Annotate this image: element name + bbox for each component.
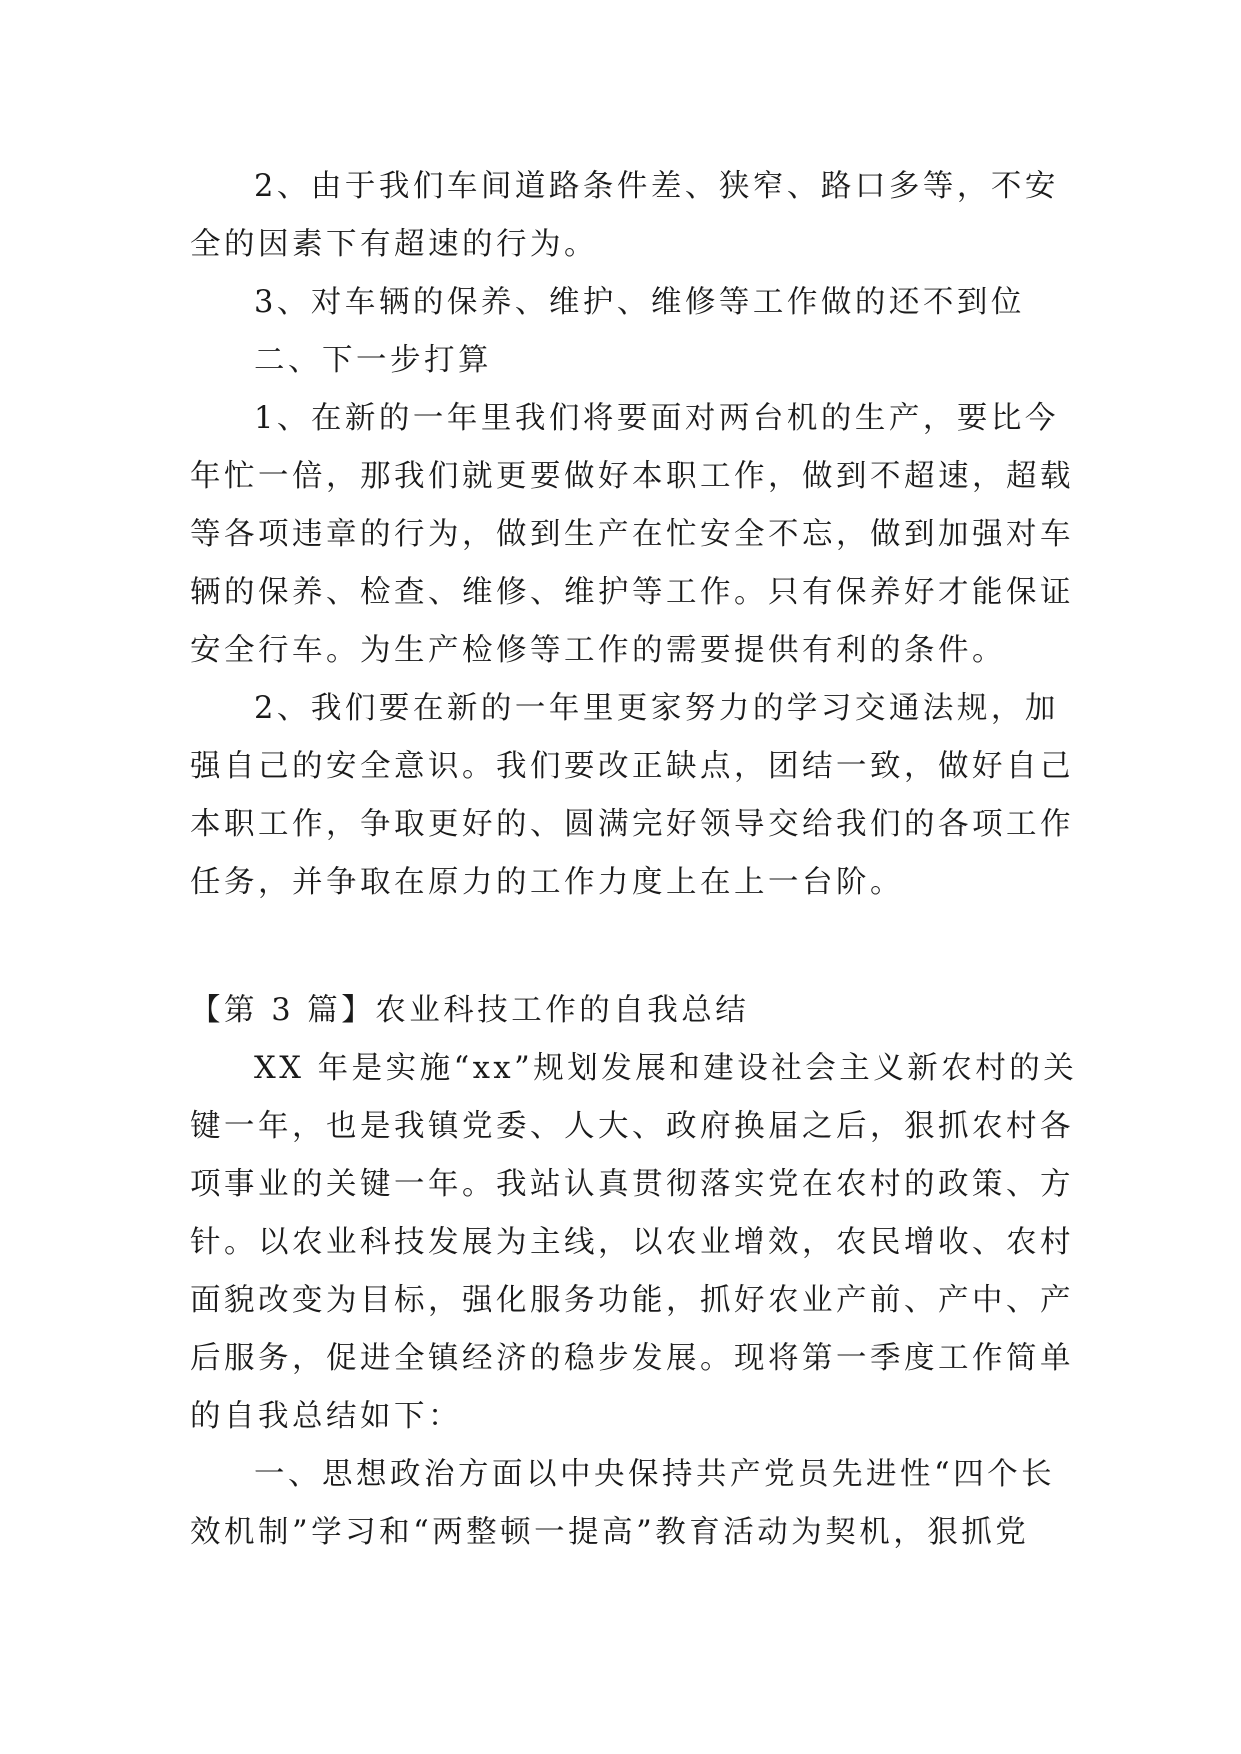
text-line: 后服务，促进全镇经济的稳步发展。现将第一季度工作简单 — [190, 1341, 1074, 1376]
text-line: 面貌改变为目标，强化服务功能，抓好农业产前、产中、产 — [190, 1283, 1074, 1318]
section-gap — [190, 912, 1054, 982]
text-line: 一、思想政治方面以中央保持共产党员先进性“四个长 — [254, 1457, 1056, 1492]
text-line: 键一年，也是我镇党委、人大、政府换届之后，狠抓农村各 — [190, 1109, 1074, 1144]
section-heading-next-steps — [190, 332, 1054, 390]
text-line: 安全行车。为生产检修等工作的需要提供有利的条件。 — [190, 633, 1006, 668]
text-line: 任务，并争取在原力的工作力度上在上一台阶。 — [190, 865, 904, 900]
text-line: 等各项违章的行为，做到生产在忙安全不忘，做到加强对车 — [190, 517, 1074, 552]
text-line: 强自己的安全意识。我们要改正缺点，团结一致，做好自己 — [190, 749, 1074, 784]
text-line: 3、对车辆的保养、维护、维修等工作做的还不到位 — [254, 285, 1025, 320]
article-heading — [190, 982, 1054, 1040]
paragraph-issue-2 — [190, 158, 1059, 274]
paragraph-plan-1 — [190, 390, 1074, 680]
text-line: 【第 3 篇】农业科技工作的自我总结 — [190, 993, 750, 1028]
text-line: 年忙一倍，那我们就更要做好本职工作，做到不超速，超载 — [190, 459, 1074, 494]
text-line: 的自我总结如下： — [190, 1399, 462, 1434]
paragraph-issue-3 — [190, 274, 1054, 332]
text-line: 全的因素下有超速的行为。 — [190, 227, 598, 262]
document-body — [190, 158, 1078, 1562]
paragraph-intro — [190, 1040, 1078, 1446]
text-line: 本职工作，争取更好的、圆满完好领导交给我们的各项工作 — [190, 807, 1074, 842]
paragraph-plan-2 — [190, 680, 1074, 912]
text-line: 项事业的关键一年。我站认真贯彻落实党在农村的政策、方 — [190, 1167, 1074, 1202]
text-line: 1、在新的一年里我们将要面对两台机的生产，要比今 — [254, 401, 1059, 436]
text-line: 效机制”学习和“两整顿一提高”教育活动为契机，狠抓党 — [190, 1515, 1030, 1550]
text-line: XX 年是实施“xx”规划发展和建设社会主义新农村的关 — [254, 1051, 1078, 1086]
text-line: 2、由于我们车间道路条件差、狭窄、路口多等，不安 — [254, 169, 1059, 204]
text-line: 二、下一步打算 — [254, 343, 492, 378]
paragraph-ideology — [190, 1446, 1054, 1562]
text-line: 辆的保养、检查、维修、维护等工作。只有保养好才能保证 — [190, 575, 1074, 610]
text-line: 2、我们要在新的一年里更家努力的学习交通法规，加 — [254, 691, 1059, 726]
text-line: 针。以农业科技发展为主线，以农业增效，农民增收、农村 — [190, 1225, 1074, 1260]
